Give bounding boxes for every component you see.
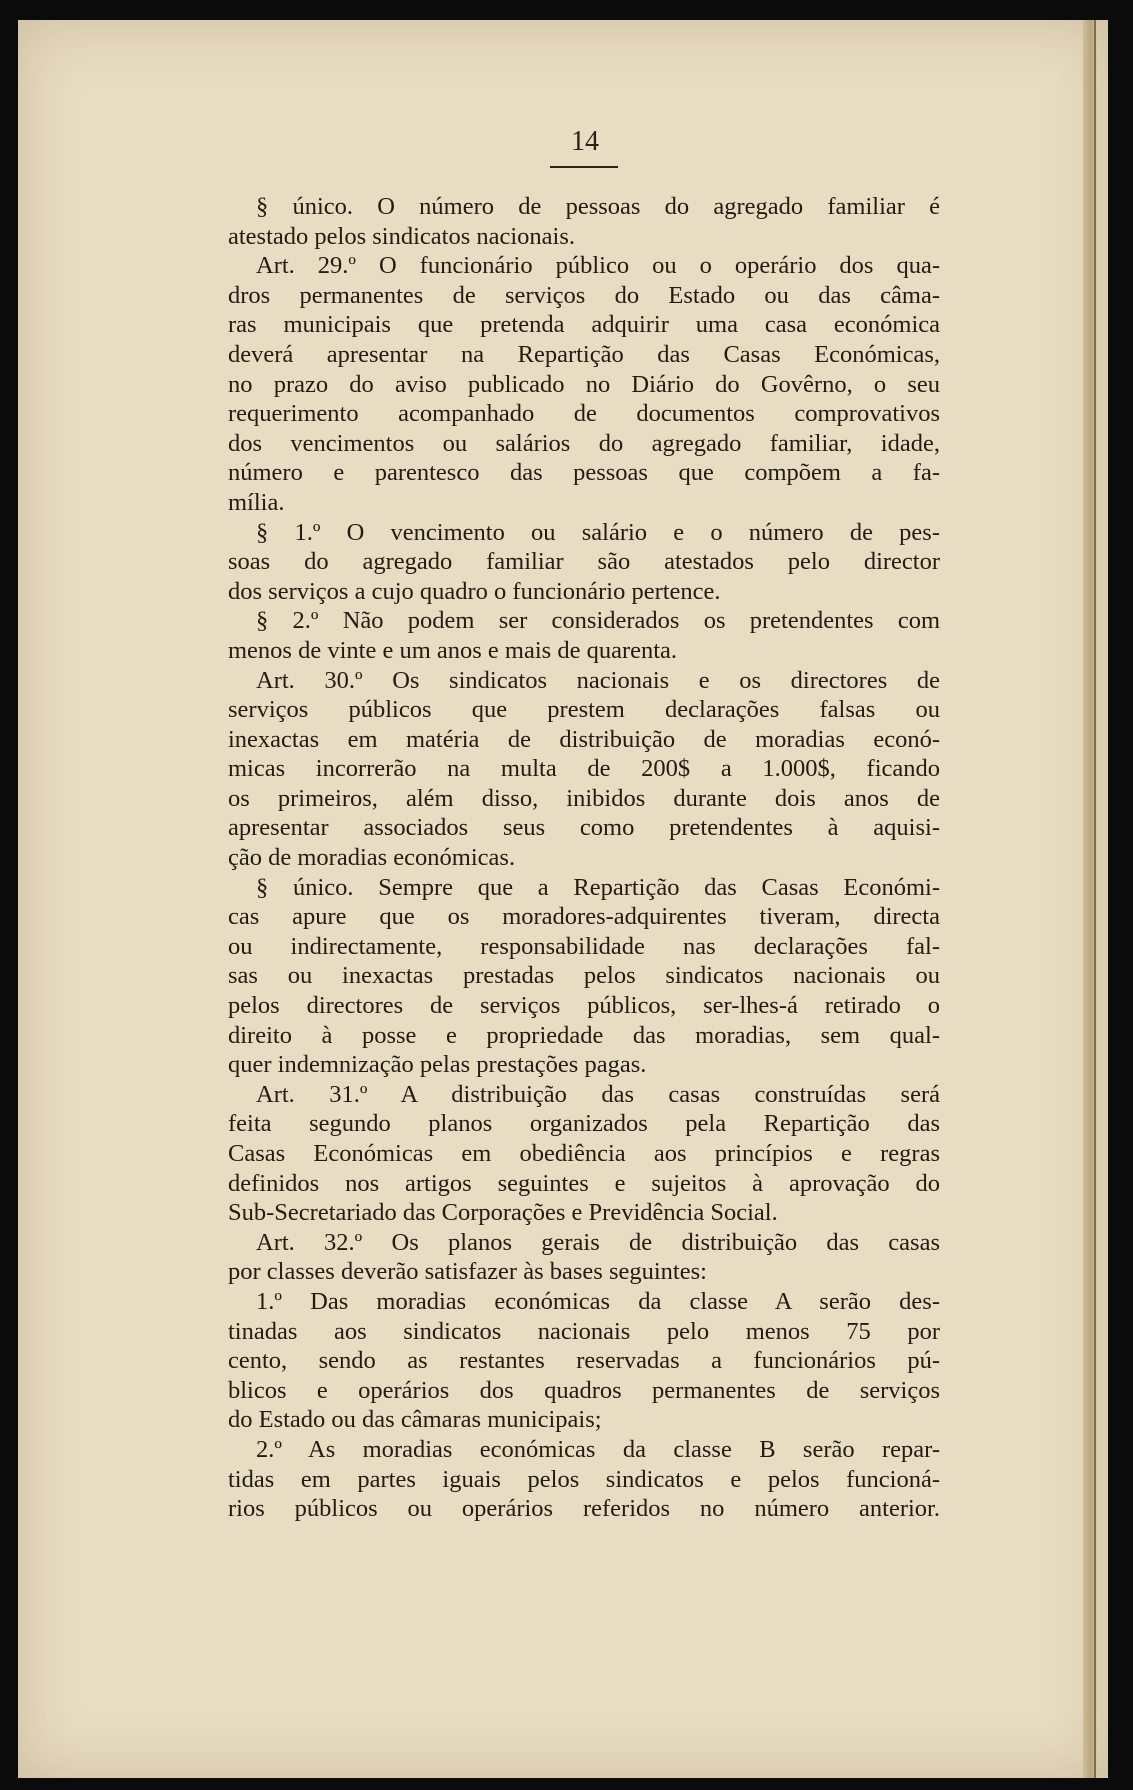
text-line: sas ou inexactas prestadas pelos sindicatos nacionais ou: [228, 962, 940, 990]
text-line: por classes deverão satisfazer às bases seguintes:: [228, 1258, 707, 1286]
text-line: dos serviços a cujo quadro o funcionário pertence.: [228, 577, 721, 605]
text-line: serviços públicos que prestem declarações falsas ou: [228, 696, 940, 724]
body-text: [228, 192, 940, 1524]
text-line: direito à posse e propriedade das moradias, sem qual-: [228, 1021, 940, 1049]
text-line: Casas Económicas em obediência aos princípios e regras: [228, 1140, 940, 1167]
text-line: ou indirectamente, responsabilidade nas declarações fal-: [228, 932, 940, 960]
text-line: Art. 31.º A distribuição das casas construídas será: [256, 1080, 940, 1108]
text-line: § 2.º Não podem ser considerados os pretendentes com: [256, 607, 940, 635]
text-line: tidas em partes iguais pelos sindicatos e pelos funcioná-: [228, 1465, 940, 1493]
text-line: micas incorrerão na multa de 200$ a 1.000$, ficando: [228, 755, 940, 783]
text-line: soas do agregado familiar são atestados pelo director: [228, 548, 940, 576]
text-line: atestado pelos sindicatos nacionais.: [228, 222, 575, 250]
text-line: deverá apresentar na Repartição das Casas Económicas,: [228, 340, 940, 368]
text-line: Art. 29.º O funcionário público ou o operário dos qua-: [256, 252, 940, 280]
text-line: mília.: [228, 488, 285, 516]
gutter-edge: [1094, 20, 1096, 1778]
text-line: requerimento acompanhado de documentos comprovativos: [228, 400, 940, 428]
text-line: § único. Sempre que a Repartição das Casas Económi-: [256, 873, 940, 901]
text-line: no prazo do aviso publicado no Diário do Govêrno, o seu: [228, 370, 940, 398]
text-line: os primeiros, além disso, inibidos durante dois anos de: [228, 784, 940, 812]
text-line: pelos directores de serviços públicos, ser-lhes-á retirado o: [228, 992, 940, 1020]
text-line: menos de vinte e um anos e mais de quarenta.: [228, 636, 678, 664]
text-line: definidos nos artigos seguintes e sujeitos à aprovação do: [228, 1169, 940, 1197]
text-line: ras municipais que pretenda adquirir uma casa económica: [228, 311, 940, 339]
text-line: tinadas aos sindicatos nacionais pelo menos 75 por: [228, 1317, 940, 1345]
text-line: Art. 32.º Os planos gerais de distribuição das casas: [256, 1228, 940, 1256]
text-line: cas apure que os moradores-adquirentes tiveram, directa: [228, 903, 940, 931]
text-line: blicos e operários dos quadros permanentes de serviços: [228, 1376, 940, 1404]
text-line: inexactas em matéria de distribuição de moradias econó-: [228, 725, 940, 753]
text-line: cento, sendo as restantes reservadas a funcionários pú-: [228, 1347, 940, 1375]
text-line: dos vencimentos ou salários do agregado familiar, idade,: [228, 429, 940, 457]
text-line: dros permanentes de serviços do Estado ou das câma-: [228, 281, 940, 309]
text-line: 2.º As moradias económicas da classe B serão repar-: [256, 1435, 940, 1463]
page-number: 14: [571, 126, 599, 157]
text-line: apresentar associados seus como pretendentes à aquisi-: [228, 814, 940, 842]
text-line: rios públicos ou operários referidos no número anterior.: [228, 1495, 940, 1523]
text-line: ção de moradias económicas.: [228, 844, 516, 872]
text-line: do Estado ou das câmaras municipais;: [228, 1406, 602, 1434]
text-line: número e parentesco das pessoas que compõem a fa-: [228, 459, 940, 487]
text-line: § único. O número de pessoas do agregado familiar é: [256, 193, 940, 220]
text-line: quer indemnização pelas prestações pagas.: [228, 1051, 647, 1079]
page-number-rule: [550, 166, 618, 168]
text-line: § 1.º O vencimento ou salário e o número de pes-: [256, 518, 940, 546]
text-line: Art. 30.º Os sindicatos nacionais e os directores de: [256, 666, 940, 694]
text-line: feita segundo planos organizados pela Repartição das: [228, 1110, 940, 1138]
text-line: Sub-Secretariado das Corporações e Previdência Social.: [228, 1199, 778, 1227]
text-line: 1.º Das moradias económicas da classe A serão des-: [256, 1287, 940, 1315]
